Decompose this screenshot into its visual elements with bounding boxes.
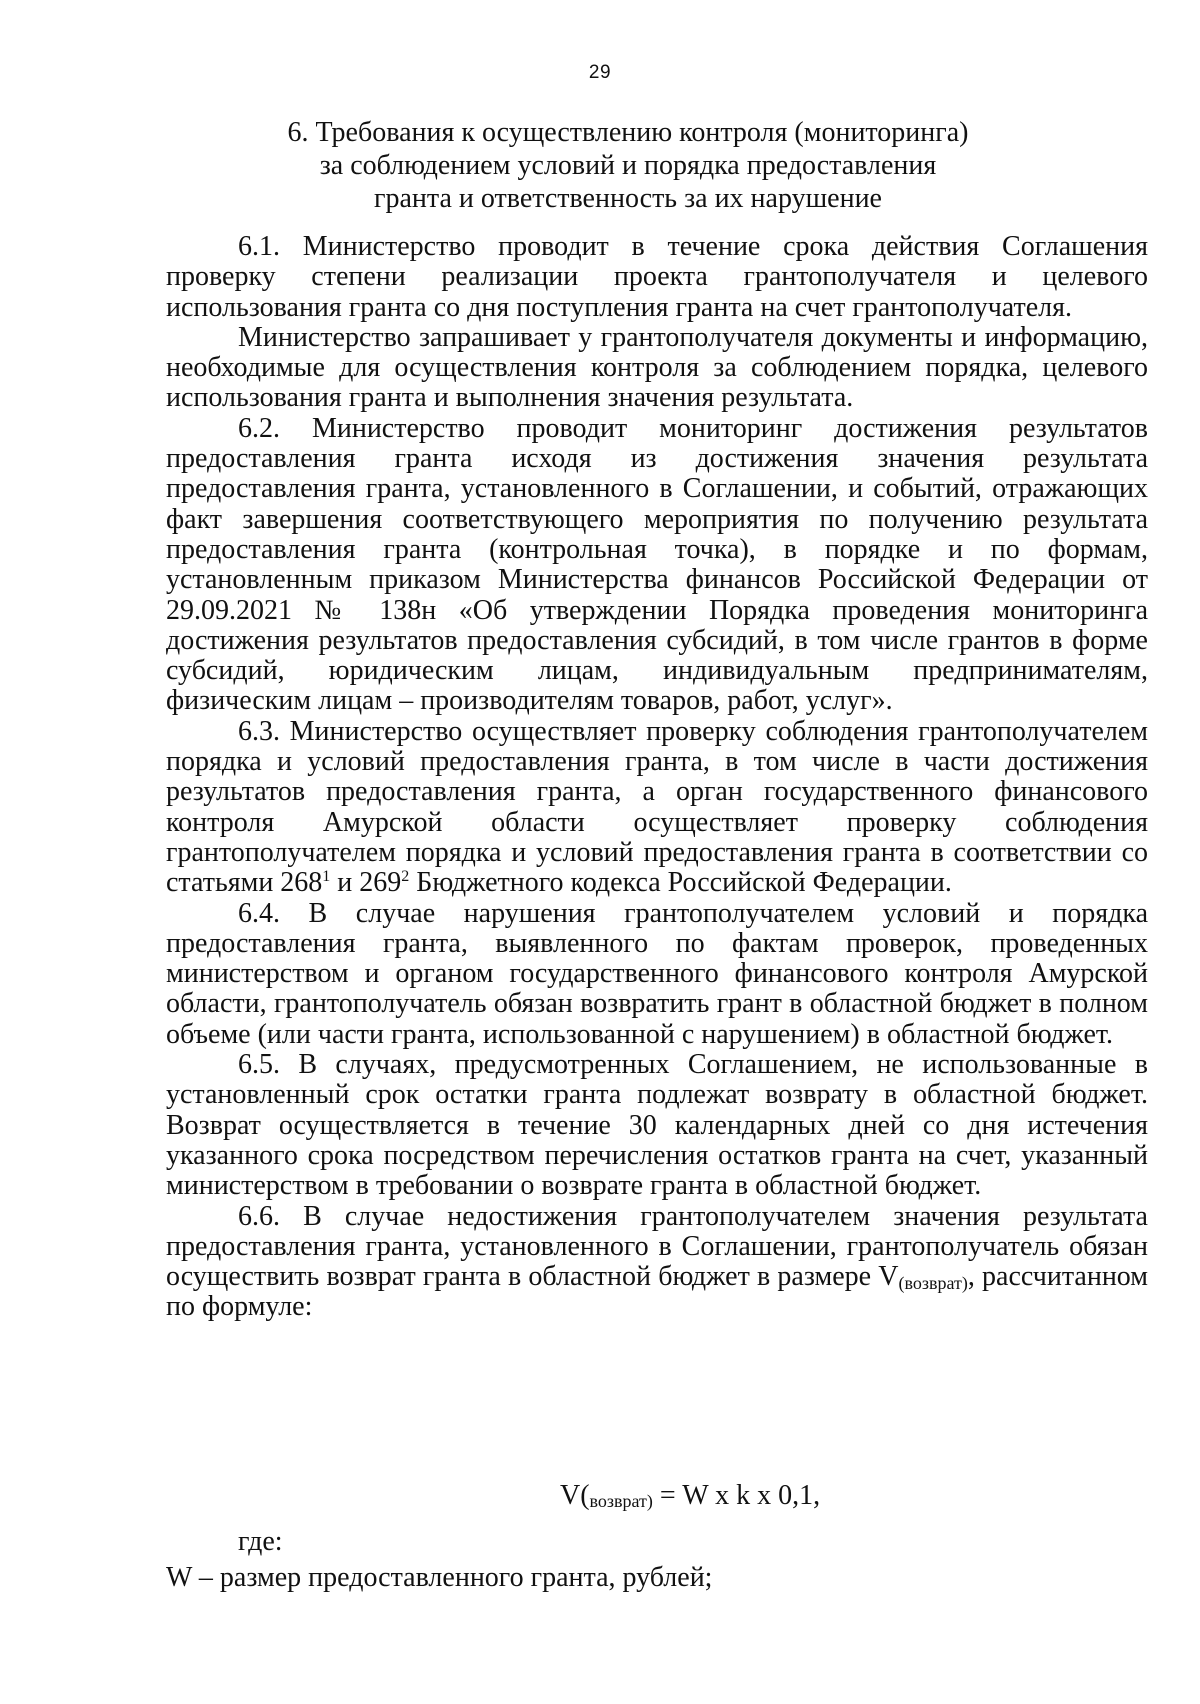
paragraph-6-6-text: 6.6. В случае недостижения грантополучателем значения результата предоставления гранта, установленного в Соглашении, грантополучатель обязан осуществить возврат гранта в областной бюджет в размере V <box>166 1200 1148 1293</box>
paragraph-6-3-mid: и 269 <box>330 867 402 899</box>
paragraph-6-1-continued: Министерство запрашивает у грантополучателя документы и информацию, необходимые для осуществления контроля за соблюдением порядка, целевого использования гранта и выполнения значения результата. <box>166 321 1148 414</box>
formula-v: V( <box>560 1480 590 1511</box>
formula-legend <box>166 1524 1148 1596</box>
footnote-marker-2: 2 <box>401 868 410 886</box>
page-number: 29 <box>588 62 612 83</box>
paragraph-6-6-subscript: (возврат) <box>898 1273 968 1294</box>
paragraph-6-5: 6.5. В случаях, предусмотренных Соглашением, не использованные в установленный срок остатки гранта подлежат возврату в областной бюджет. Возврат осуществляется в течение 30 календарных дней со дня истечения указанного срока посредством перечисления остатков гранта на счет, указанный министерством в требовании о возврате гранта в областной бюджет. <box>166 1049 1148 1202</box>
section-heading <box>268 116 988 215</box>
paragraph-6-3-end: Бюджетного кодекса Российской Федерации. <box>409 867 952 899</box>
formula-subscript: возврат) <box>589 1491 653 1511</box>
legend-w-definition: W – размер предоставленного гранта, рублей; <box>166 1562 713 1593</box>
legend-where: где: <box>238 1526 283 1557</box>
paragraph-6-2: 6.2. Министерство проводит мониторинг достижения результатов предоставления гранта исходя из достижения значения результата предоставления гранта, установленного в Соглашении, и событий, отражающих факт завершения соответствующего мероприятия по получению результата предоставления гранта (контрольная точка), в порядке и по формам, установленным приказом Министерства финансов Российской Федерации от 29.09.2021 № 138н «Об утверждении Порядка проведения мониторинга достижения результатов предоставления субсидий, в том числе грантов в форме субсидий, юридическим лицам, индивидуальным предпринимателям, физическим лицам – производителям товаров, работ, услуг». <box>166 412 1148 717</box>
paragraph-6-6 <box>166 1202 1148 1323</box>
formula-rest: = W x k x 0,1, <box>652 1480 821 1511</box>
heading-line-3: гранта и ответственность за их нарушение <box>374 183 882 214</box>
heading-line-1: 6. Требования к осуществлению контроля (мониторинга) <box>287 117 969 148</box>
paragraph-6-6-end: , рассчитанном по формуле: <box>166 1261 1148 1323</box>
heading-line-2: за соблюдением условий и порядка предоставления <box>319 150 937 181</box>
paragraph-6-3-text: 6.3. Министерство осуществляет проверку соблюдения грантополучателем порядка и условий предоставления гранта, в том числе в части достижения результатов предоставления гранта, а орган государственного финансового контроля Амурской области осуществляет проверку соблюдения грантополучателем порядка и условий предоставления гранта в соответствии со статьями 268 <box>166 715 1148 899</box>
paragraph-6-3 <box>166 717 1148 899</box>
paragraph-6-4: 6.4. В случае нарушения грантополучателем условий и порядка предоставления гранта, выявленного по фактам проверок, проведенных министерством и органом государственного финансового контроля Амурской области, грантополучатель обязан возвратить грант в областной бюджет в полном объеме (или части гранта, использованной с нарушением) в областной бюджет. <box>166 897 1148 1050</box>
footnote-marker-1: 1 <box>322 868 331 886</box>
return-formula <box>560 1480 820 1512</box>
document-body <box>166 232 1148 1323</box>
paragraph-6-1: 6.1. Министерство проводит в течение срока действия Соглашения проверку степени реализации проекта грантополучателя и целевого использования гранта со дня поступления гранта на счет грантополучателя. <box>166 231 1148 323</box>
